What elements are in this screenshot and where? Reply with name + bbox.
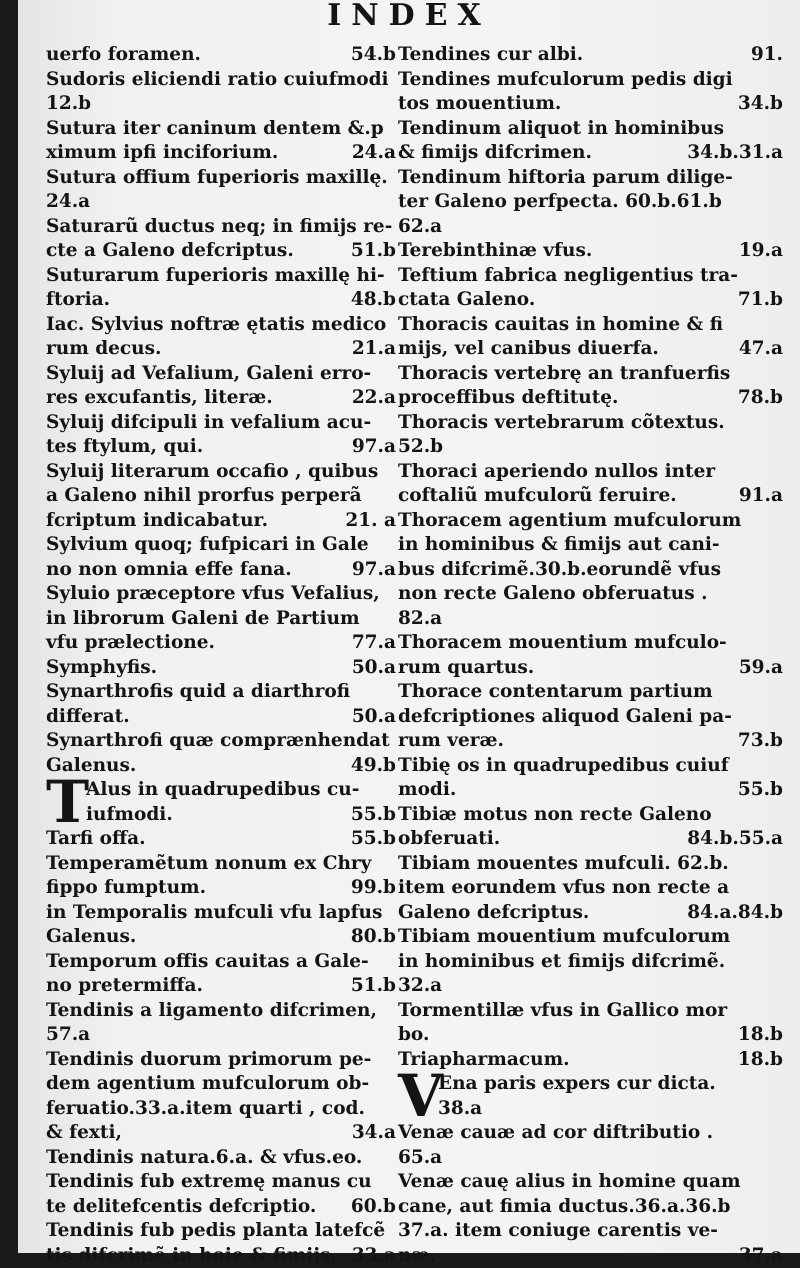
index-entry <box>398 313 783 362</box>
index-entry-line: proceffibus deftitutę. 78.b <box>398 386 783 411</box>
index-entry-line: rum decus. 21.a <box>46 337 396 362</box>
index-entry-line: 62.a <box>398 215 783 240</box>
index-entry-line: Alus in quadrupedibus cu- <box>86 778 396 803</box>
index-entry-line: te delitefcentis defcriptio. 60.b <box>46 1195 396 1220</box>
index-entry <box>46 166 396 215</box>
index-entry <box>46 656 396 681</box>
index-entry-line: Terebinthinæ vfus. 19.a <box>398 239 783 264</box>
index-entry-line: & fexti, 34.a <box>46 1121 396 1146</box>
index-entry-line: Tibiæ motus non recte Galeno <box>398 803 783 828</box>
index-entry-line: Tendinum aliquot in hominibus <box>398 117 783 142</box>
page-reference: 34.b <box>738 92 783 117</box>
index-entry-line: 38.a <box>438 1097 783 1122</box>
index-entry <box>46 778 396 827</box>
index-entry-line: no pretermiffa. 51.b <box>46 974 396 999</box>
index-entry <box>398 803 783 852</box>
index-entry <box>46 43 396 68</box>
index-entry <box>398 43 783 68</box>
index-entry <box>398 754 783 803</box>
page-header: INDEX <box>18 0 800 36</box>
page-reference: 50.a <box>352 656 396 681</box>
page-reference: 22.a <box>352 386 396 411</box>
index-entry-line: iufmodi. 55.b <box>86 803 396 828</box>
page-reference: 18.b <box>738 1023 783 1048</box>
page-reference: 71.b <box>738 288 783 313</box>
index-entry-line: in hominibus et fimijs difcrimẽ. <box>398 950 783 975</box>
index-entry-line: coftaliũ mufculorũ feruire. 91.a <box>398 484 783 509</box>
index-entry-line: Syluij literarum occafio , quibus <box>46 460 396 485</box>
index-entry-line: no non omnia effe fana. 97.a <box>46 558 396 583</box>
index-entry-line: feruatio.33.a.item quarti , cod. <box>46 1097 396 1122</box>
index-entry <box>46 411 396 460</box>
index-entry-line: in Temporalis mufculi vfu lapfus <box>46 901 396 926</box>
index-entry-line: in hominibus & fimijs aut cani- <box>398 533 783 558</box>
index-entry <box>398 680 783 754</box>
index-entry <box>46 729 396 778</box>
page-reference: 21. a <box>345 509 396 534</box>
index-entry <box>398 1072 783 1121</box>
index-entry <box>46 1219 396 1268</box>
index-entry <box>46 901 396 950</box>
index-entry-line: non recte Galeno obferuatus . <box>398 582 783 607</box>
index-entry <box>46 999 396 1048</box>
index-entry-line: 57.a <box>46 1023 396 1048</box>
index-entry-line: Sutura iter caninum dentem &.p <box>46 117 396 142</box>
page-reference: 97.a <box>352 435 396 460</box>
index-entry-line: Symphyfis. 50.a <box>46 656 396 681</box>
index-entry-line: 24.a <box>46 190 396 215</box>
index-entry-line: Thoracis vertebrę an tranfuerfis <box>398 362 783 387</box>
index-entry-line: vfu prælectione. 77.a <box>46 631 396 656</box>
index-entry-line: Thoracis vertebrarum cõtextus. <box>398 411 783 436</box>
index-entry <box>398 362 783 411</box>
index-entry-line: Iac. Sylvius noftræ ętatis medico <box>46 313 396 338</box>
index-entry <box>46 1170 396 1219</box>
index-entry-line: Venæ cauæ ad cor diftributio . <box>398 1121 783 1146</box>
drop-cap: T <box>46 777 86 827</box>
index-entry <box>46 1146 396 1171</box>
index-entry <box>398 1048 783 1073</box>
index-entry <box>46 827 396 852</box>
index-entry-line: Temporum offis cauitas a Gale- <box>46 950 396 975</box>
index-entry-line: & fimijs difcrimen. 34.b.31.a <box>398 141 783 166</box>
index-entry-line: ter Galeno perfpecta. 60.b.61.b <box>398 190 783 215</box>
index-entry <box>46 68 396 117</box>
page-reference: 55.b <box>351 803 396 828</box>
index-entry-line: fcriptum indicabatur. 21. a <box>46 509 396 534</box>
index-entry <box>398 117 783 166</box>
index-entry-line: Suturarum fuperioris maxillę hi- <box>46 264 396 289</box>
page-reference: 77.a <box>352 631 396 656</box>
page-reference: 84.b.55.a <box>687 827 783 852</box>
page-reference: 73.b <box>738 729 783 754</box>
index-entry-line: Ena paris expers cur dicta. <box>438 1072 783 1097</box>
index-entry-line: Saturarũ ductus neq; in fimijs re- <box>46 215 396 240</box>
index-entry-line: a Galeno nihil prorfus perperã <box>46 484 396 509</box>
index-entry <box>398 852 783 926</box>
index-entry-line: 82.a <box>398 607 783 632</box>
page-reference: 60.b <box>351 1195 396 1220</box>
index-entry-line: Tendinis duorum primorum pe- <box>46 1048 396 1073</box>
index-entry-line: Thoracem agentium mufculorum <box>398 509 783 534</box>
index-entry-line: Galeno defcriptus. 84.a.84.b <box>398 901 783 926</box>
index-entry-line: 37.a. item coniuge carentis ve- <box>398 1219 783 1244</box>
index-entry-line: dem agentium mufculorum ob- <box>46 1072 396 1097</box>
index-entry-line: Syluio præceptore vfus Vefalius, <box>46 582 396 607</box>
index-entry-line: 32.a <box>398 974 783 999</box>
index-entry-line: Thoracis cauitas in homine & fi <box>398 313 783 338</box>
index-entry <box>46 460 396 534</box>
index-entry-line: Synarthrofis quid a diarthrofi <box>46 680 396 705</box>
index-entry-line: Sylvium quoq; fufpicari in Gale <box>46 533 396 558</box>
index-entry-line: Tendinis fub pedis planta latefcẽ <box>46 1219 396 1244</box>
index-entry <box>46 852 396 901</box>
page-reference: 33.a <box>352 1244 396 1268</box>
index-entry <box>46 533 396 582</box>
index-entry-line: 65.a <box>398 1146 783 1171</box>
index-entry-line: Tendinis fub extremę manus cu <box>46 1170 396 1195</box>
page-reference: 91. <box>751 43 783 68</box>
index-entry <box>398 1121 783 1170</box>
index-entry-line: tes ftylum, qui. 97.a <box>46 435 396 460</box>
page-reference: 18.b <box>738 1048 783 1073</box>
index-entry-line: modi. 55.b <box>398 778 783 803</box>
index-entry <box>46 680 396 729</box>
index-entry-line: obferuati. 84.b.55.a <box>398 827 783 852</box>
page-reference: 55.b <box>738 778 783 803</box>
index-entry-line: Syluij ad Vefalium, Galeni erro- <box>46 362 396 387</box>
page-reference: 34.a <box>352 1121 396 1146</box>
page-reference: 84.a.84.b <box>687 901 783 926</box>
index-entry <box>398 925 783 999</box>
index-entry <box>46 1048 396 1146</box>
index-column-left <box>46 43 396 1268</box>
index-entry-line: næ. 37.a <box>398 1244 783 1268</box>
index-entry-line: in librorum Galeni de Partium <box>46 607 396 632</box>
index-column-right <box>398 43 783 1268</box>
index-entry-line: Tendinis natura.6.a. & vfus.eo. <box>46 1146 396 1171</box>
page-reference: 55.b <box>351 827 396 852</box>
page-reference: 37.a <box>739 1244 783 1268</box>
index-entry-line: Thoracem mouentium mufculo- <box>398 631 783 656</box>
index-entry-line: tos mouentium. 34.b <box>398 92 783 117</box>
index-entry-line: Sudoris eliciendi ratio cuiufmodi <box>46 68 396 93</box>
page-reference: 24.a <box>352 141 396 166</box>
index-entry-line: Tendines cur albi. 91. <box>398 43 783 68</box>
index-entry-line: ximum ipfi inciforium. 24.a <box>46 141 396 166</box>
book-page <box>18 0 800 1253</box>
page-reference: 59.a <box>739 656 783 681</box>
index-entry <box>398 68 783 117</box>
index-entry <box>398 509 783 632</box>
page-reference: 50.a <box>352 705 396 730</box>
page-reference: 51.b <box>351 974 396 999</box>
index-entry <box>46 362 396 411</box>
index-entry <box>46 215 396 264</box>
index-entry-line: uerfo foramen. 54.b <box>46 43 396 68</box>
index-entry-line: 52.b <box>398 435 783 460</box>
page-reference: 49.b <box>351 754 396 779</box>
page-reference: 47.a <box>739 337 783 362</box>
index-entry-line: Galenus. 49.b <box>46 754 396 779</box>
page-reference: 97.a <box>352 558 396 583</box>
index-entry-line: Synarthrofi quæ comprænhendat <box>46 729 396 754</box>
index-entry <box>46 950 396 999</box>
index-entry-line: Tendines mufculorum pedis digi <box>398 68 783 93</box>
page-reference: 99.b <box>351 876 396 901</box>
index-entry-line: Thorace contentarum partium <box>398 680 783 705</box>
page-reference: 19.a <box>739 239 783 264</box>
index-entry-line: cane, aut fimia ductus.36.a.36.b <box>398 1195 783 1220</box>
index-entry-line: cte a Galeno defcriptus. 51.b <box>46 239 396 264</box>
index-entry <box>398 460 783 509</box>
page-reference: 80.b <box>351 925 396 950</box>
index-entry <box>398 166 783 240</box>
index-entry <box>398 1170 783 1268</box>
page-reference: 21.a <box>352 337 396 362</box>
index-entry-line: Thoraci aperiendo nullos inter <box>398 460 783 485</box>
index-entry <box>46 582 396 656</box>
index-entry-line: fippo fumptum. 99.b <box>46 876 396 901</box>
index-entry-line: 12.b <box>46 92 396 117</box>
index-entry <box>398 999 783 1048</box>
index-entry-line: Tibiam mouentium mufculorum <box>398 925 783 950</box>
index-entry-line: rum veræ. 73.b <box>398 729 783 754</box>
page-reference: 34.b.31.a <box>687 141 783 166</box>
index-entry-line: bo. 18.b <box>398 1023 783 1048</box>
index-entry-line: rum quartus. 59.a <box>398 656 783 681</box>
index-entry <box>398 411 783 460</box>
index-entry-line: differat. 50.a <box>46 705 396 730</box>
index-entry-line: tis difcrimẽ in hoie & fimijs. 33.a <box>46 1244 396 1268</box>
index-entry-line: ctata Galeno. 71.b <box>398 288 783 313</box>
index-entry-line: Tarfi offa. 55.b <box>46 827 396 852</box>
index-entry-line: Triapharmacum. 18.b <box>398 1048 783 1073</box>
index-entry <box>398 631 783 680</box>
index-entry-line: Tormentillæ vfus in Gallico mor <box>398 999 783 1024</box>
index-entry-line: Syluij difcipuli in vefalium acu- <box>46 411 396 436</box>
index-entry-line: ftoria. 48.b <box>46 288 396 313</box>
page-reference: 48.b <box>351 288 396 313</box>
index-entry-line: defcriptiones aliquod Galeni pa- <box>398 705 783 730</box>
index-entry <box>398 264 783 313</box>
index-entry-line: Galenus. 80.b <box>46 925 396 950</box>
index-entry-line: Teftium fabrica negligentius tra- <box>398 264 783 289</box>
page-reference: 91.a <box>739 484 783 509</box>
index-entry-line: res excufantis, literæ. 22.a <box>46 386 396 411</box>
index-entry-line: mijs, vel canibus diuerfa. 47.a <box>398 337 783 362</box>
page-reference: 78.b <box>738 386 783 411</box>
index-entry-line: Tibię os in quadrupedibus cuiuf <box>398 754 783 779</box>
index-entry-line: item eorundem vfus non recte a <box>398 876 783 901</box>
index-entry-line: bus difcrimẽ.30.b.eorundẽ vfus <box>398 558 783 583</box>
index-entry <box>46 313 396 362</box>
index-entry <box>398 239 783 264</box>
index-entry-line: Temperamẽtum nonum ex Chry <box>46 852 396 877</box>
index-entry-line: Tendinis a ligamento difcrimen, <box>46 999 396 1024</box>
index-entry <box>46 117 396 166</box>
index-entry-line: Tibiam mouentes mufculi. 62.b. <box>398 852 783 877</box>
page-reference: 54.b <box>351 43 396 68</box>
page-reference: 51.b <box>351 239 396 264</box>
index-entry <box>46 264 396 313</box>
index-entry-line: Venæ cauę alius in homine quam <box>398 1170 783 1195</box>
index-entry-line: Sutura offium fuperioris maxillę. <box>46 166 396 191</box>
drop-cap: V <box>398 1071 438 1121</box>
index-entry-line: Tendinum hiftoria parum dilige- <box>398 166 783 191</box>
